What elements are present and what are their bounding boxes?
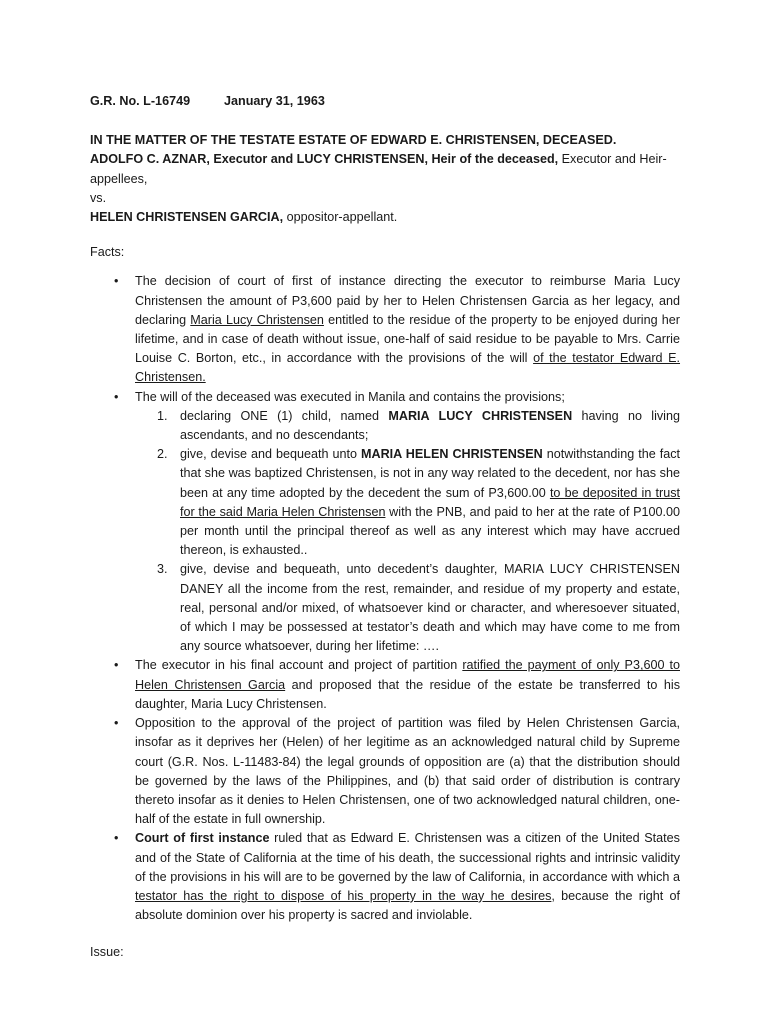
provision-number: 1. [157,408,168,423]
provision-text: having no living ascendants, and no descendants; [180,408,680,443]
decision-date: January 31, 1963 [224,94,325,108]
underlined-text: of the testator Edward E. Christensen. [135,351,681,385]
provision-item [135,445,680,560]
bold-name: MARIA LUCY CHRISTENSEN [388,408,573,423]
appellees-names: ADOLFO C. AZNAR, Executor and LUCY CHRISTENSEN, Heir of the deceased, [90,152,559,167]
underlined-text: to be deposited in trust for the said Maria Helen Christensen [180,485,681,519]
bullet-icon: • [114,658,119,673]
bullet-icon: • [114,389,119,404]
provision-text: notwithstanding the fact that she was baptized Christensen, is not in any way related to the decedent, nor has she been at any time adopted by the decedent the sum of P3,600.00 [180,447,680,500]
bold-name: MARIA HELEN CHRISTENSEN [360,447,543,462]
appellant-name: HELEN CHRISTENSEN GARCIA, [90,210,284,225]
bullet-icon: • [114,716,119,731]
appellees-role: Executor and Heir-appellees, [90,152,667,186]
fact-item [90,714,680,829]
case-header [90,92,680,111]
underlined-text: ratified the payment of only P3,600 to Helen Christensen Garcia [135,658,680,692]
fact-text: ruled that as Edward E. Christensen was a citizen of the United States and of the State of California at the time of his death, the successional rights and intrinsic validity of the provisions in his will are to be governed by the law of California, in accordance with which a [135,831,680,884]
facts-list [90,272,680,925]
versus: vs. [90,190,107,205]
fact-text: The will of the deceased was executed in Manila and contains the provisions; [135,389,565,404]
underlined-text: Maria Lucy Christensen [190,312,324,327]
case-title [90,131,680,227]
provision-number: 3. [157,562,168,577]
bullet-icon: • [114,831,119,846]
appellant-role: oppositor-appellant. [283,210,398,225]
provision-item [135,560,680,656]
bullet-icon: • [114,274,119,289]
provision-text: with the PNB, and paid to her at the rate of P100.00 per month until the principal thereof as well as any interest which may have accrued thereon, is exhausted.. [180,504,680,558]
fact-text: entitled to the residue of the property to be enjoyed during her lifetime, and in case of death without issue, one-half of said residue to be payable to Mrs. Carrie Louise C. Borton, etc., in accordance with the provisions of the will [135,312,680,366]
fact-item [90,388,680,657]
appellant-line [90,208,680,227]
underlined-text: testator has the right to dispose of his property in the way he desires [135,888,552,903]
estate-title: IN THE MATTER OF THE TESTATE ESTATE OF EDWARD E. CHRISTENSEN, DECEASED. [90,133,617,148]
provision-text: give, devise and bequeath unto [180,447,361,462]
issue-heading: Issue: [90,945,124,960]
provision-text: declaring ONE (1) child, named [180,408,389,423]
bold-text: Court of first instance [135,831,270,846]
document-page [90,92,680,963]
fact-item [90,272,680,387]
provision-item [135,407,680,445]
facts-heading: Facts: [90,245,125,260]
fact-item [90,829,680,925]
fact-text: and proposed that the residue of the estate be transferred to his daughter, Maria Lucy Christensen. [135,677,681,711]
fact-text: The executor in his final account and project of partition [135,658,463,673]
fact-text: , because the right of absolute dominion over his property is sacred and inviolable. [135,888,680,923]
will-provisions-list [135,407,680,657]
gr-number: G.R. No. L-16749 [90,94,191,108]
fact-text: Opposition to the approval of the project of partition was filed by Helen Christensen Garcia, insofar as it deprives her (Helen) of her legitime as an acknowledged natural child by Supreme court (G.R. Nos. L-11483-84) the legal grounds of opposition are (a) that the distribution should be governed by the laws of the Philippines, and (b) that said order of distribution is contrary thereto insofar as it denies to Helen Christensen, one of two acknowledged natural children, one-half of the estate in full ownership. [135,716,680,827]
appellees-line [90,150,680,188]
fact-text: The decision of court of first of instance directing the executor to reimburse Maria Lucy Christensen the amount of P3,600 paid by her to Helen Christensen Garcia as her legacy, and declaring [135,274,680,327]
provision-number: 2. [157,447,168,462]
fact-item [90,656,680,714]
provision-text: give, devise and bequeath, unto decedent’s daughter, MARIA LUCY CHRISTENSEN DANEY all the income from the rest, remainder, and residue of my property and estate, real, personal and/or mixed, of whatsoever kind or character, and wheresoever situated, of which I may be possessed at testator’s death and which may have come to me from any source whatsoever, during her lifetime: …. [180,562,680,654]
